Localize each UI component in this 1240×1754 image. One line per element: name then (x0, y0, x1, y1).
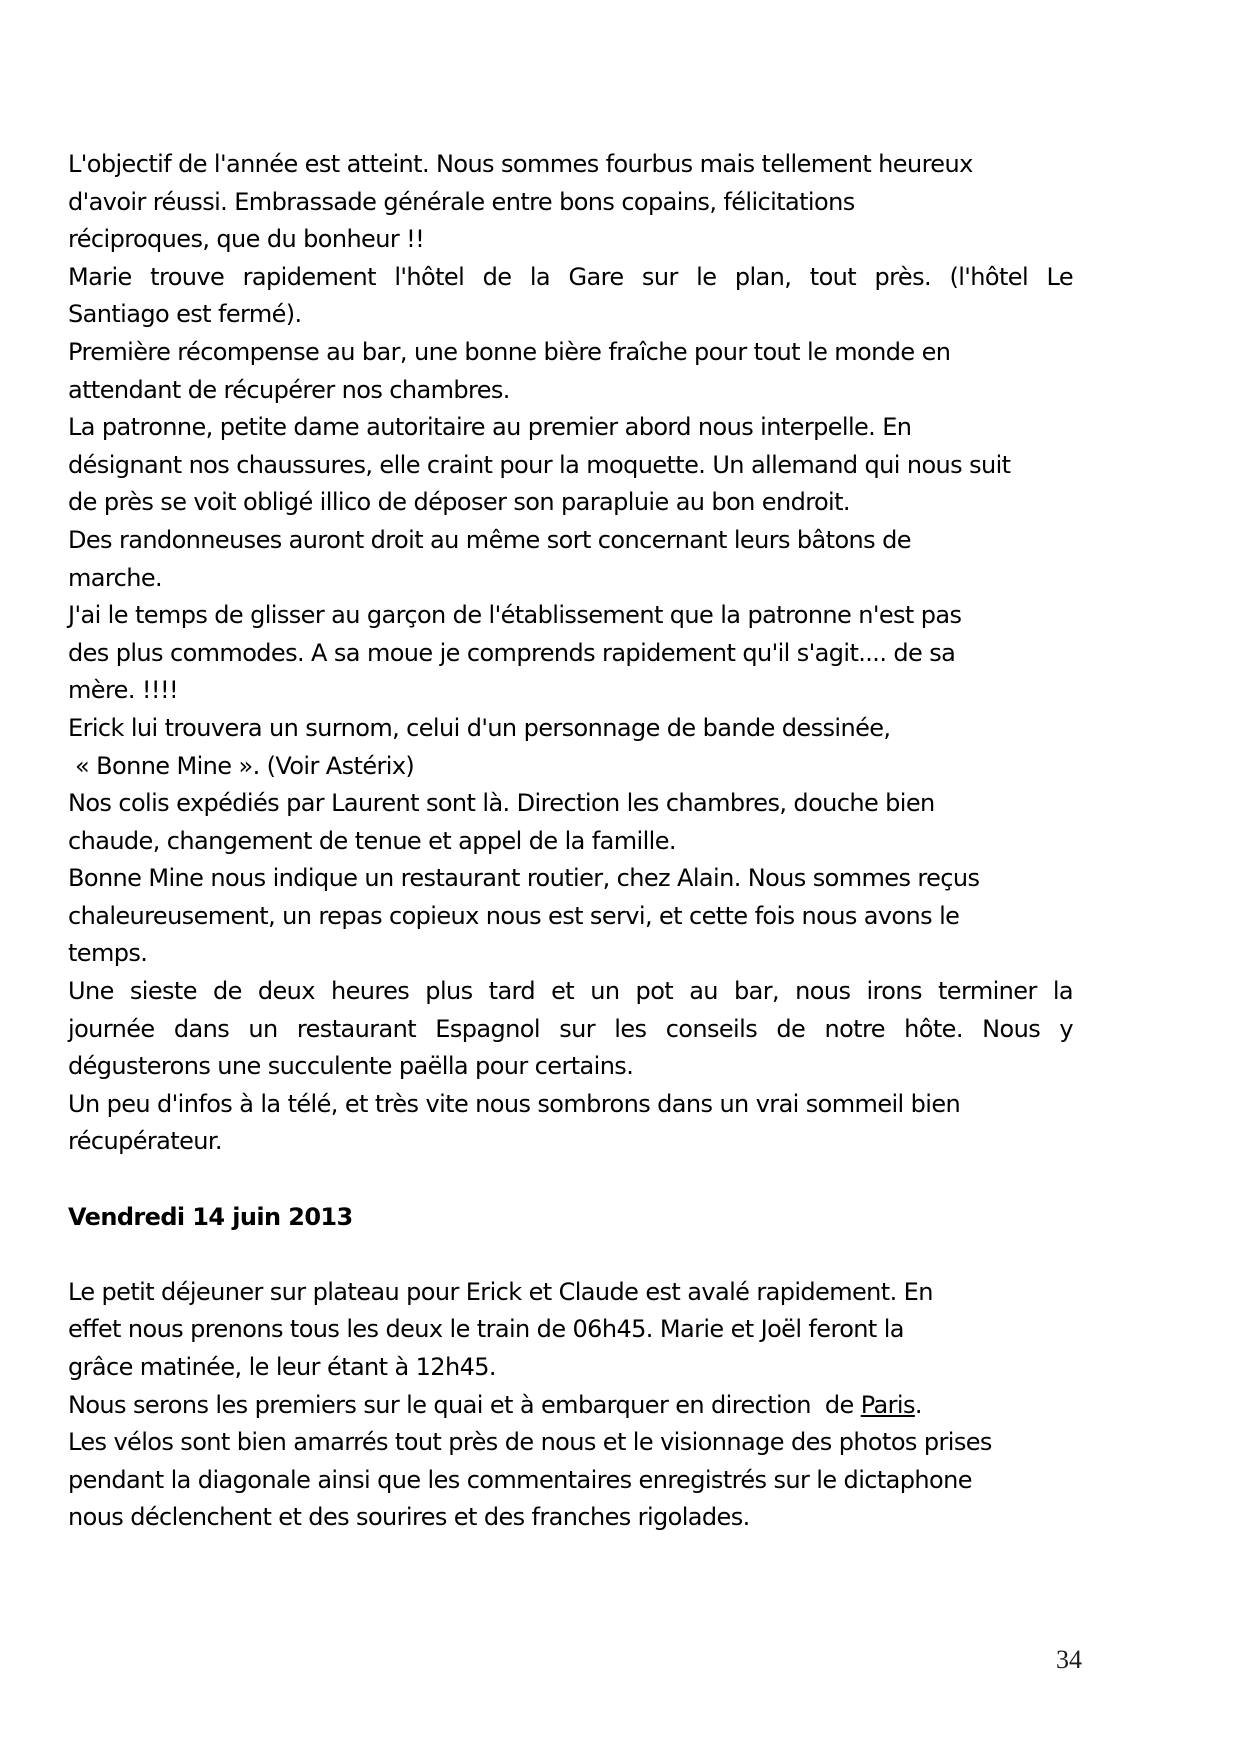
text-line (68, 823, 1073, 861)
text-run: journée dans un restaurant Espagnol sur les conseils de notre hôte. Nous y (68, 1014, 1073, 1043)
text-run: Première récompense au bar, une bonne bière fraîche pour tout le monde en (68, 337, 951, 366)
paragraph (68, 1387, 1073, 1425)
text-line (68, 672, 1073, 710)
text-run: Nous serons les premiers sur le quai et à embarquer en direction de (68, 1390, 861, 1419)
text-run: chaleureusement, un repas copieux nous est servi, et cette fois nous avons le (68, 901, 960, 930)
text-line (68, 1123, 1073, 1161)
paragraph (68, 1424, 1073, 1537)
text-run: Santiago est fermé). (68, 300, 302, 329)
text-run: Les vélos sont bien amarrés tout près de nous et le visionnage des photos prises (68, 1428, 992, 1457)
text-run: Un peu d'infos à la télé, et très vite nous sombrons dans un vrai sommeil bien (68, 1089, 961, 1118)
text-run: Vendredi 14 juin 2013 (68, 1202, 353, 1231)
text-line (68, 1499, 1073, 1537)
paragraph (68, 409, 1073, 522)
text-line (68, 184, 1073, 222)
paragraph (68, 1274, 1073, 1387)
paragraph (68, 597, 1073, 710)
text-line (68, 296, 1073, 334)
text-run: J'ai le temps de glisser au garçon de l'établissement que la patronne n'est pas (68, 601, 962, 630)
text-run: marche. (68, 563, 163, 592)
text-run: chaude, changement de tenue et appel de la famille. (68, 826, 676, 855)
text-run: mère. !!!! (68, 676, 178, 705)
text-line (68, 1349, 1073, 1387)
text-line (68, 1199, 1073, 1237)
text-line (68, 334, 1073, 372)
paragraph (68, 785, 1073, 860)
blank-line (68, 1161, 1073, 1199)
text-run: L'objectif de l'année est atteint. Nous sommes fourbus mais tellement heureux (68, 150, 973, 178)
text-line (68, 1011, 1073, 1049)
blank-line (68, 1236, 1073, 1274)
text-run: Marie trouve rapidement l'hôtel de la Gare sur le plan, tout près. (l'hôtel Le (68, 262, 1073, 291)
text-line (68, 748, 1073, 786)
text-run: Une sieste de deux heures plus tard et un pot au bar, nous irons terminer la (68, 977, 1073, 1006)
text-run: Le petit déjeuner sur plateau pour Erick et Claude est avalé rapidement. En (68, 1277, 933, 1306)
text-line (68, 447, 1073, 485)
text-line (68, 635, 1073, 673)
text-run: grâce matinée, le leur étant à 12h45. (68, 1353, 496, 1381)
paragraph (68, 522, 1073, 597)
text-line (68, 409, 1073, 447)
page-number: 34 (1056, 1645, 1082, 1674)
text-line (68, 973, 1073, 1011)
date-heading (68, 1199, 1073, 1237)
text-line (68, 860, 1073, 898)
paragraph (68, 334, 1073, 409)
journal-text-block (68, 146, 1073, 1537)
text-line (68, 1462, 1073, 1500)
text-run: Erick lui trouvera un surnom, celui d'un personnage de bande dessinée, (68, 713, 891, 742)
text-line (68, 1048, 1073, 1086)
text-run: des plus commodes. A sa moue je comprends rapidement qu'il s'agit.... de sa (68, 638, 956, 667)
text-line (68, 484, 1073, 522)
text-line (68, 560, 1073, 598)
text-line (68, 1274, 1073, 1312)
text-run: réciproques, que du bonheur !! (68, 225, 425, 254)
text-run: La patronne, petite dame autoritaire au premier abord nous interpelle. En (68, 413, 912, 442)
text-run: pendant la diagonale ainsi que les commentaires enregistrés sur le dictaphone (68, 1465, 972, 1494)
text-run: d'avoir réussi. Embrassade générale entre bons copains, félicitations (68, 187, 855, 216)
text-line (68, 372, 1073, 410)
paragraph (68, 860, 1073, 973)
text-line (68, 785, 1073, 823)
text-run: Nos colis expédiés par Laurent sont là. Direction les chambres, douche bien (68, 789, 935, 818)
text-line (68, 710, 1073, 748)
text-run: nous déclenchent et des sourires et des franches rigolades. (68, 1503, 750, 1532)
paragraph (68, 973, 1073, 1086)
text-line (68, 1424, 1073, 1462)
text-line (68, 259, 1073, 297)
text-run: Bonne Mine nous indique un restaurant routier, chez Alain. Nous sommes reçus (68, 864, 980, 893)
text-line (68, 522, 1073, 560)
text-run: désignant nos chaussures, elle craint pour la moquette. Un allemand qui nous suit (68, 450, 1011, 479)
text-line (68, 597, 1073, 635)
text-run: « Bonne Mine ». (Voir Astérix) (68, 751, 415, 780)
paragraph (68, 710, 1073, 785)
text-run: effet nous prenons tous les deux le train de 06h45. Marie et Joël feront la (68, 1315, 904, 1344)
paragraph (68, 146, 1073, 259)
text-line (68, 1387, 1073, 1425)
text-run: récupérateur. (68, 1127, 222, 1156)
text-line (68, 1086, 1073, 1124)
text-run: temps. (68, 939, 148, 968)
text-line (68, 898, 1073, 936)
text-line (68, 146, 1073, 184)
text-line (68, 935, 1073, 973)
paragraph (68, 259, 1073, 334)
text-run: . (914, 1390, 922, 1419)
text-run: attendant de récupérer nos chambres. (68, 375, 510, 404)
text-run: Des randonneuses auront droit au même sort concernant leurs bâtons de (68, 525, 911, 554)
text-run: de près se voit obligé illico de déposer son parapluie au bon endroit. (68, 488, 850, 517)
text-line (68, 221, 1073, 259)
underlined-text: Paris (860, 1390, 915, 1419)
paragraph (68, 1086, 1073, 1161)
text-run: dégusterons une succulente paëlla pour certains. (68, 1052, 634, 1081)
text-line (68, 1311, 1073, 1349)
